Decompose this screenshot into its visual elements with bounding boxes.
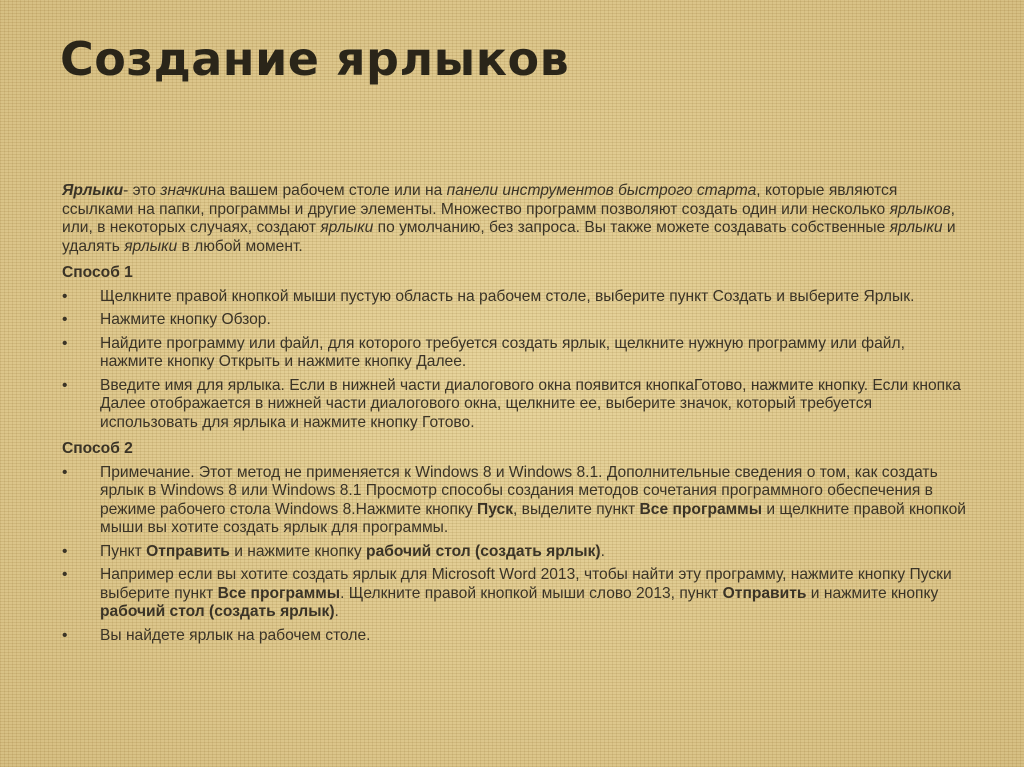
method-heading: Способ 1: [62, 264, 133, 281]
text-run: Все программы: [217, 584, 341, 602]
text-run: , выделите пункт: [513, 500, 640, 518]
list-item: [62, 566, 967, 622]
text-run: ярлыков: [889, 200, 951, 218]
text-run: на вашем рабочем столе или на: [207, 182, 447, 199]
text-run: Пуск: [477, 500, 514, 518]
text-run: значки: [160, 182, 208, 199]
text-run: Пункт: [100, 542, 147, 560]
text-run: ярлыки: [124, 237, 178, 255]
slide-body: [62, 182, 967, 653]
text-run: , или, в некоторых случаях, создают: [62, 200, 956, 236]
method-steps-list: [62, 288, 967, 433]
text-run: рабочий стол (создать ярлык): [366, 542, 601, 560]
text-run: рабочий стол (создать ярлык): [100, 603, 335, 620]
text-run: и удалять: [62, 219, 956, 255]
text-run: в любой момент.: [177, 237, 303, 255]
text-run: Найдите программу или файл, для которого требуется создать ярлык, щелкните нужную программу или файл, нажмите кнопку Открыть и нажмите кнопку Далее.: [100, 334, 905, 370]
list-item: [62, 543, 967, 562]
text-run: Нажмите кнопку Обзор.: [100, 311, 271, 328]
method-steps-list: [62, 464, 967, 646]
text-run: и щелкните правой кнопкой мыши вы хотите создать ярлык для программы.: [100, 500, 966, 536]
text-run: Отправить: [722, 584, 807, 602]
list-item: [62, 311, 967, 330]
text-run: .: [334, 603, 339, 620]
text-run: , которые являются ссылками на папки, программы и другие элементы. Множество программ позволяют создать один или несколько: [62, 182, 898, 218]
text-run: ярлыки: [889, 219, 943, 236]
list-item: [62, 335, 967, 372]
list-item: [62, 464, 967, 538]
method-heading: Способ 2: [62, 440, 133, 457]
text-run: Щелкните правой кнопкой мыши пустую область на рабочем столе, выберите пункт Создать и выберите Ярлык.: [100, 287, 915, 305]
text-run: по умолчанию, без запроса. Вы также можете создавать собственные: [373, 219, 890, 236]
text-run: Отправить: [146, 542, 230, 560]
text-run: и нажмите кнопку: [229, 542, 367, 560]
slide-title: Создание ярлыков: [60, 32, 570, 86]
list-item: [62, 377, 967, 433]
text-run: Вы найдете ярлык на рабочем столе.: [100, 626, 371, 644]
text-run: Введите имя для ярлыка. Если в нижней части диалогового окна появится кнопкаГотово, нажмите кнопку. Если кнопка Далее отображается в нижней части диалогового окна, щелкните ее, выберите значок, который требуется использовать для ярлыка и нажмите кнопку Готово.: [100, 376, 961, 431]
text-run: Ярлыки: [62, 182, 124, 199]
text-run: Например если вы хотите создать ярлык для Microsoft Word 2013, чтобы найти эту программу, нажмите кнопку Пуски выберите пункт: [100, 566, 952, 602]
text-run: Примечание. Этот метод не применяется к Windows 8 и Windows 8.1. Дополнительные сведения о том, как создать ярлык в Windows 8 или Windows 8.1 Просмотр способы создания методов сочетания программного обеспечения в режиме рабочего стола Windows 8.Нажмите кнопку: [100, 463, 938, 518]
intro-paragraph: [62, 182, 967, 256]
list-item: [62, 627, 967, 646]
text-run: .: [600, 542, 605, 560]
text-run: панели инструментов быстрого старта: [446, 182, 757, 199]
text-run: - это: [123, 182, 161, 199]
methods-list: [62, 264, 967, 645]
text-run: ярлыки: [320, 219, 374, 236]
text-run: и нажмите кнопку: [806, 584, 939, 602]
text-run: Все программы: [639, 500, 763, 518]
list-item: [62, 288, 967, 307]
text-run: . Щелкните правой кнопкой мыши слово 2013, пункт: [340, 584, 723, 602]
